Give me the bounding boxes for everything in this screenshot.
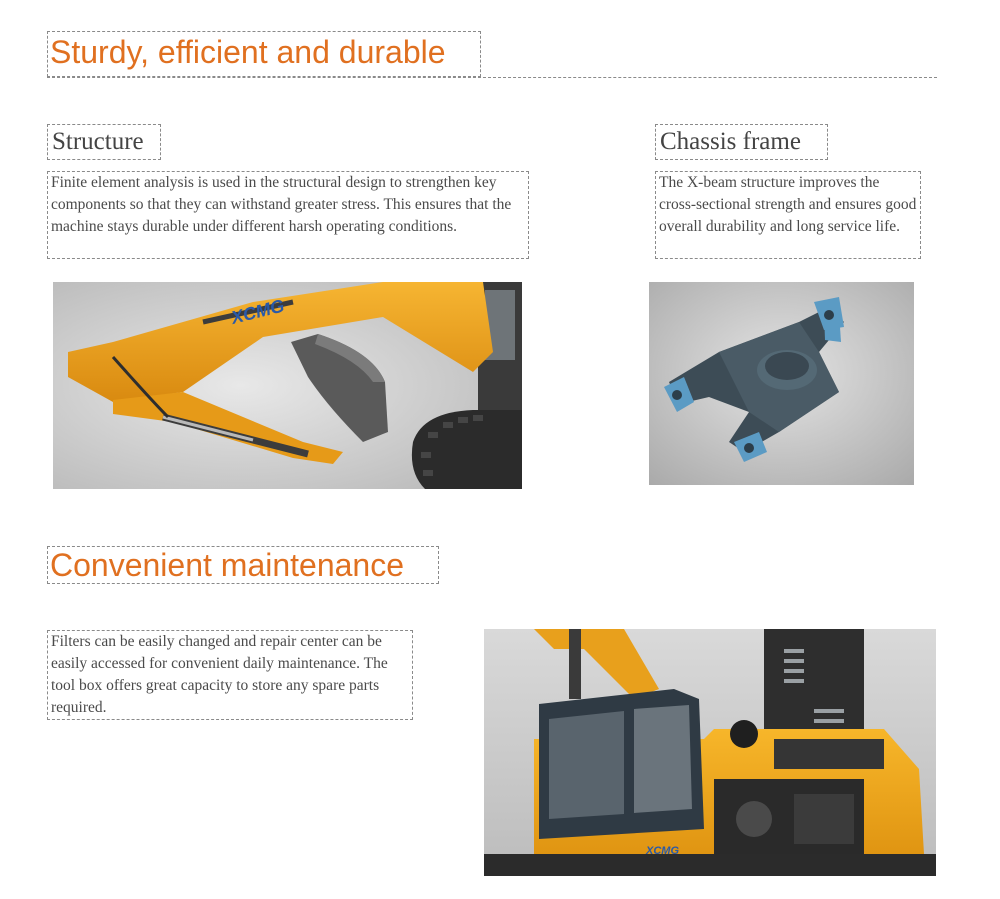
maintenance-photo (484, 629, 936, 876)
structure-description: Finite element analysis is used in the structural design to strengthen key components so that they can withstand greater stress. This ensures that the machine stays durable under different harsh operating conditions. (47, 171, 529, 259)
excavator-boom-image (53, 282, 522, 489)
boom-logo: XCMG (229, 295, 287, 328)
maintenance-description: Filters can be easily changed and repair center can be easily accessed for convenient daily maintenance. The tool box offers great capacity to store any spare parts required. (47, 630, 413, 720)
section-divider (47, 77, 937, 78)
x-frame-image (649, 282, 914, 485)
chassis-heading: Chassis frame (655, 124, 828, 160)
body-logo: XCMG (646, 845, 679, 857)
section-title-maintenance: Convenient maintenance (47, 546, 439, 584)
chassis-frame-photo (649, 282, 914, 485)
boom-structure-photo (53, 282, 522, 489)
structure-heading: Structure (47, 124, 161, 160)
section-title-sturdy: Sturdy, efficient and durable (47, 31, 481, 77)
chassis-description: The X-beam structure improves the cross-sectional strength and ensures good overall durability and long service life. (655, 171, 921, 259)
excavator-open-engine-image (484, 629, 936, 876)
